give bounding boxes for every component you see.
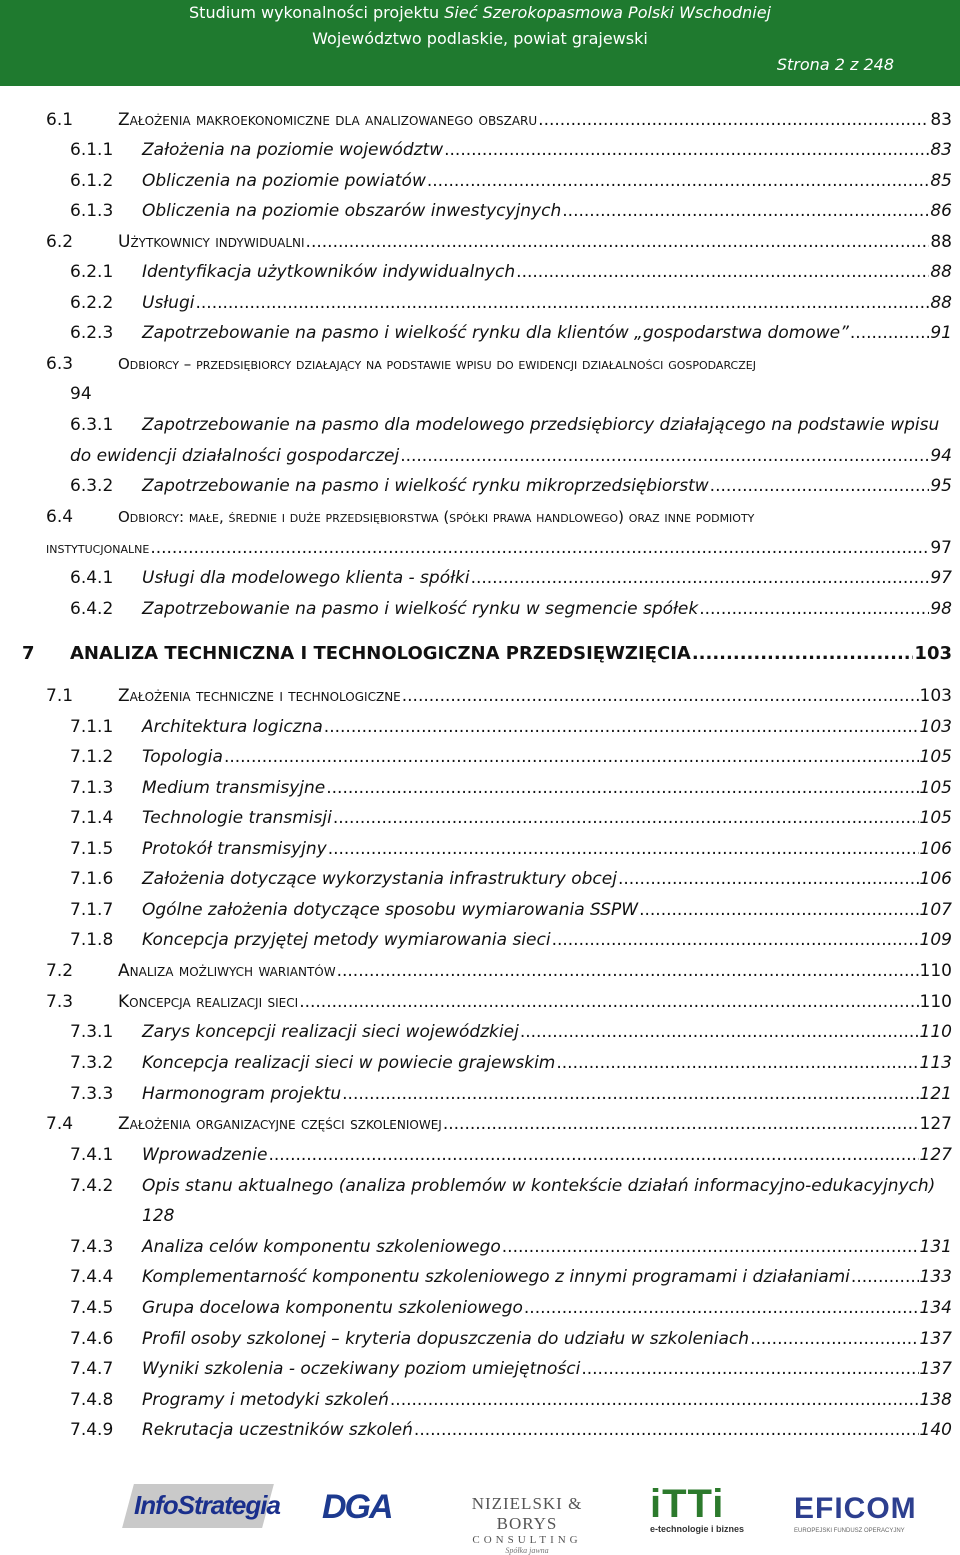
toc-entry-page: 131 (919, 1237, 952, 1257)
toc-entry-title-line1: Zapotrzebowanie na pasmo dla modelowego przedsiębiorcy działającego na podstawie wpisu (142, 415, 940, 435)
toc-entry-number: 7.1.7 (70, 900, 114, 920)
toc-entry-number: 6.1.3 (70, 201, 114, 221)
toc-leader-dots (224, 747, 919, 767)
toc-entry-number: 7.3.3 (70, 1084, 114, 1104)
toc-leader-dots (556, 1053, 918, 1073)
toc-entry-page: 106 (919, 839, 952, 859)
dga-logo (322, 1488, 400, 1532)
toc-entry-number: 7.1.4 (70, 808, 114, 828)
toc-entry-title: Obliczenia na poziomie powiatów (142, 171, 426, 191)
toc-entry-title: Medium transmisyjne (142, 778, 326, 798)
toc-leader-dots (699, 599, 929, 619)
toc-entry-page: 113 (919, 1053, 952, 1073)
toc-leader-dots (520, 1022, 919, 1042)
toc-entry-page: 140 (919, 1420, 952, 1440)
toc-entry-page: 127 (919, 1114, 952, 1134)
toc-entry-title: Analiza celów komponentu szkoleniowego (142, 1237, 501, 1257)
toc-leader-dots (414, 1420, 919, 1440)
toc-entry-title: Opis stanu aktualnego (analiza problemów w kontekście działań informacyjno-edukacyjnych) (142, 1176, 936, 1196)
toc-entry-page: 95 (930, 476, 952, 496)
toc-entry-number: 7 (22, 643, 35, 664)
toc-chapter-entry[interactable] (22, 643, 952, 664)
toc-leader-dots (552, 930, 919, 950)
toc-entry-number: 6.2 (46, 232, 74, 252)
toc-leader-dots (444, 140, 929, 160)
toc-entry-page: 137 (919, 1329, 952, 1349)
toc-entry-number: 7.4.9 (70, 1420, 114, 1440)
toc-entry-title: Architektura logiczna (142, 717, 323, 737)
toc-entry[interactable] (46, 507, 952, 527)
toc-entry-page: 110 (919, 961, 952, 981)
toc-leader-dots (400, 446, 929, 466)
infostrategia-logo-text: InfoStrategia (134, 1490, 280, 1520)
toc-entry-title: Zapotrzebowanie na pasmo i wielkość rynku w segmencie spółek (142, 599, 699, 619)
toc-entry-title: Grupa docelowa komponentu szkoleniowego (142, 1298, 523, 1318)
toc-entry-title: Obliczenia na poziomie obszarów inwestycyjnych (142, 201, 562, 221)
toc-entry-page: 97 (930, 568, 952, 588)
toc-entry-title: Koncepcja realizacji sieci (118, 992, 299, 1012)
toc-entry[interactable] (70, 415, 952, 435)
toc-entry-page: 83 (930, 110, 952, 130)
header-region: Województwo podlaskie, powiat grajewski (312, 29, 648, 48)
toc-entry-number: 7.1.1 (70, 717, 114, 737)
toc-entry-number: 7.1 (46, 686, 74, 706)
toc-leader-dots (581, 1359, 918, 1379)
toc-entry-page: 83 (930, 140, 952, 160)
toc-entry-number: 6.1 (46, 110, 74, 130)
toc-entry[interactable] (70, 900, 952, 920)
toc-entry[interactable] (70, 171, 952, 191)
toc-entry-page: 109 (919, 930, 952, 950)
toc-entry-number: 7.4.1 (70, 1145, 114, 1165)
dga-logo-text: DGA (322, 1488, 392, 1526)
toc-entry[interactable] (70, 747, 952, 767)
toc-entry[interactable] (70, 201, 952, 221)
toc-leader-dots (324, 717, 919, 737)
toc-entry[interactable] (70, 293, 952, 313)
header-title-project: Sieć Szerokopasmowa Polski Wschodniej (444, 3, 771, 22)
toc-entry[interactable] (70, 778, 952, 798)
toc-entry[interactable] (46, 1114, 952, 1134)
toc-entry[interactable] (70, 476, 952, 496)
toc-entry-title: Koncepcja przyjętej metody wymiarowania sieci (142, 930, 551, 950)
toc-entry-number: 7.1.8 (70, 930, 114, 950)
toc-leader-dots (390, 1390, 919, 1410)
toc-entry-title: Wyniki szkolenia - oczekiwany poziom umiejętności (142, 1359, 581, 1379)
toc-entry-number: 7.4 (46, 1114, 74, 1134)
toc-entry-title: do ewidencji działalności gospodarczej (70, 446, 400, 466)
eficom-logo (794, 1492, 924, 1544)
toc-entry-number: 6.4.2 (70, 599, 114, 619)
toc-entry-page: 127 (919, 1145, 952, 1165)
toc-entry-number: 7.3.1 (70, 1022, 114, 1042)
toc-entry-number: 6.3.1 (70, 415, 114, 435)
toc-entry-page: 94 (70, 384, 92, 404)
toc-entry-title: Odbiorcy – przedsiębiorcy działający na podstawie wpisu do ewidencji działalności gospodarczej (118, 355, 756, 373)
toc-entry-number: 6.3 (46, 354, 74, 374)
toc-entry-page: 105 (919, 778, 952, 798)
toc-entry[interactable] (46, 992, 952, 1012)
nizielski-borys-logo (452, 1494, 602, 1555)
toc-entry-number: 7.3.2 (70, 1053, 114, 1073)
toc-entry-number: 7.1.2 (70, 747, 114, 767)
toc-entry-number: 7.3 (46, 992, 74, 1012)
toc-leader-dots (710, 476, 930, 496)
toc-entry-number: 7.4.4 (70, 1267, 114, 1287)
toc-entry[interactable] (70, 1390, 952, 1410)
toc-leader-dots (692, 643, 914, 664)
toc-leader-dots (342, 1084, 918, 1104)
toc-entry-title: Komplementarność komponentu szkoleniowego z innymi programami i działaniami (142, 1267, 850, 1287)
toc-entry-title: Założenia techniczne i technologiczne (118, 686, 401, 706)
toc-entry[interactable] (70, 1145, 952, 1165)
page-header (0, 0, 960, 86)
toc-leader-dots (443, 1114, 919, 1134)
toc-entry[interactable] (70, 869, 952, 889)
toc-leader-dots (524, 1298, 919, 1318)
toc-leader-dots (268, 1145, 918, 1165)
toc-entry-page: 134 (919, 1298, 952, 1318)
toc-leader-dots (299, 992, 918, 1012)
toc-entry-page: 106 (919, 869, 952, 889)
toc-entry[interactable] (46, 686, 952, 706)
toc-leader-dots (538, 110, 929, 130)
itti-logo (650, 1484, 766, 1546)
toc-entry-number: 7.1.6 (70, 869, 114, 889)
toc-leader-dots (306, 232, 930, 252)
toc-entry-page: 138 (919, 1390, 952, 1410)
toc-entry-title: Ogólne założenia dotyczące sposobu wymiarowania SSPW (142, 900, 639, 920)
toc-entry-number: 7.4.6 (70, 1329, 114, 1349)
toc-leader-dots (502, 1237, 919, 1257)
nizielski-logo-name: NIZIELSKI & BORYS (471, 1494, 583, 1533)
toc-entry[interactable] (46, 961, 952, 981)
toc-entry-number: 6.1.2 (70, 171, 114, 191)
toc-entry-page: 105 (919, 808, 952, 828)
toc-leader-dots (402, 686, 919, 706)
toc-entry[interactable] (46, 110, 952, 130)
toc-leader-dots (562, 201, 929, 221)
toc-entry[interactable] (70, 1022, 952, 1042)
toc-entry-page: 137 (919, 1359, 952, 1379)
toc-entry-title: Topologia (142, 747, 223, 767)
toc-entry-title: Zapotrzebowanie na pasmo i wielkość rynku mikroprzedsiębiorstw (142, 476, 709, 496)
toc-entry-number: 6.4.1 (70, 568, 114, 588)
toc-entry-title: Założenia makroekonomiczne dla analizowanego obszaru (118, 110, 538, 130)
toc-entry-number: 7.1.5 (70, 839, 114, 859)
toc-entry-page: 88 (930, 293, 952, 313)
toc-entry-continuation[interactable] (70, 446, 952, 466)
partner-logos-footer (0, 1462, 960, 1554)
toc-entry-page: 128 (142, 1206, 175, 1226)
toc-entry-page: 88 (930, 232, 952, 252)
toc-entry-page: 121 (919, 1084, 952, 1104)
toc-entry-page: 105 (919, 747, 952, 767)
toc-entry-title: Zapotrzebowanie na pasmo i wielkość rynku dla klientów „gospodarstwa domowe” (142, 323, 849, 343)
toc-entry-title: Założenia organizacyjne części szkoleniowej (118, 1114, 442, 1134)
toc-entry-title: instytucjonalne (46, 539, 150, 557)
toc-leader-dots (337, 961, 919, 981)
toc-entry-number: 7.1.3 (70, 778, 114, 798)
toc-entry[interactable] (70, 262, 952, 282)
toc-entry-title: Usługi (142, 293, 195, 313)
toc-entry-title: Zarys koncepcji realizacji sieci wojewódzkiej (142, 1022, 519, 1042)
toc-entry-page: 133 (919, 1267, 952, 1287)
toc-entry-page: 103 (919, 686, 952, 706)
toc-leader-dots (195, 293, 929, 313)
toc-entry[interactable] (70, 568, 952, 588)
toc-entry[interactable] (46, 232, 952, 252)
toc-entry-page: 85 (930, 171, 952, 191)
nizielski-logo-consulting: CONSULTING (472, 1534, 582, 1546)
toc-entry[interactable] (70, 717, 952, 737)
toc-entry-page: 86 (930, 201, 952, 221)
toc-entry-page: 103 (914, 643, 952, 664)
toc-entry-page: 94 (930, 446, 952, 466)
toc-entry-number: 7.4.5 (70, 1298, 114, 1318)
toc-entry-number: 6.1.1 (70, 140, 114, 160)
toc-entry-number: 6.3.2 (70, 476, 114, 496)
toc-entry-title: Protokół transmisyjny (142, 839, 327, 859)
toc-entry[interactable] (70, 1359, 952, 1379)
toc-entry-page: 103 (919, 717, 952, 737)
toc-entry[interactable] (70, 930, 952, 950)
toc-entry[interactable] (70, 140, 952, 160)
toc-entry-title-line1: Odbiorcy: małe, średnie i duże przedsiębiorstwa (spółki prawa handlowego) oraz inne podmioty (118, 508, 755, 526)
toc-entry-page: 97 (930, 538, 952, 558)
toc-entry[interactable] (70, 1298, 952, 1318)
toc-entry[interactable] (70, 1053, 952, 1073)
toc-leader-dots (150, 538, 929, 558)
toc-entry-title: Analiza możliwych wariantów (118, 961, 336, 981)
toc-leader-dots (851, 1267, 919, 1287)
toc-entry-number: 6.2.3 (70, 323, 114, 343)
toc-entry-title: Programy i metodyki szkoleń (142, 1390, 389, 1410)
toc-entry[interactable] (70, 1237, 952, 1257)
nizielski-logo-company-type: Spółka jawna (505, 1546, 549, 1555)
toc-leader-dots (328, 839, 919, 859)
toc-leader-dots (471, 568, 930, 588)
toc-entry-title: Założenia na poziomie województw (142, 140, 444, 160)
toc-entry-title: Technologie transmisji (142, 808, 332, 828)
toc-leader-dots (750, 1329, 918, 1349)
toc-entry[interactable] (70, 1267, 952, 1287)
infostrategia-logo (128, 1484, 280, 1540)
toc-entry-title: Rekrutacja uczestników szkoleń (142, 1420, 413, 1440)
header-title-prefix: Studium wykonalności projektu (189, 3, 445, 22)
toc-entry[interactable] (70, 1176, 952, 1196)
itti-logo-text: iTTi (650, 1482, 725, 1526)
toc-entry-title: Usługi dla modelowego klienta - spółki (142, 568, 470, 588)
toc-entry[interactable] (70, 839, 952, 859)
toc-entry-title: Identyfikacja użytkowników indywidualnych (142, 262, 516, 282)
toc-entry-number: 7.4.7 (70, 1359, 114, 1379)
toc-entry[interactable] (70, 1420, 952, 1440)
itti-logo-tagline: e-technologie i biznes (650, 1524, 745, 1534)
toc-entry[interactable] (46, 354, 952, 374)
toc-entry-number: 7.4.8 (70, 1390, 114, 1410)
toc-entry[interactable] (70, 808, 952, 828)
toc-leader-dots (427, 171, 930, 191)
toc-leader-dots (618, 869, 919, 889)
toc-entry-number: 7.4.3 (70, 1237, 114, 1257)
toc-entry-page: 110 (919, 1022, 952, 1042)
toc-entry[interactable] (70, 1084, 952, 1104)
toc-entry-title: Użytkownicy indywidualni (118, 232, 305, 252)
toc-entry-page: 88 (930, 262, 952, 282)
toc-entry[interactable] (70, 599, 952, 619)
toc-leader-dots (639, 900, 918, 920)
toc-entry-page: 107 (919, 900, 952, 920)
eficom-logo-text: EFICOM (794, 1492, 917, 1525)
toc-entry-title: Harmonogram projektu (142, 1084, 342, 1104)
toc-entry-page: 98 (930, 599, 952, 619)
toc-entry-number: 6.4 (46, 507, 74, 527)
toc-entry-title: Założenia dotyczące wykorzystania infrastruktury obcej (142, 869, 617, 889)
toc-entry-title: Wprowadzenie (142, 1145, 268, 1165)
toc-entry-title: Profil osoby szkolonej – kryteria dopuszczenia do udziału w szkoleniach (142, 1329, 750, 1349)
toc-entry[interactable] (70, 1329, 952, 1349)
header-page-number: Strona 2 z 248 (776, 55, 894, 74)
toc-leader-dots (850, 323, 929, 343)
toc-leader-dots (326, 778, 918, 798)
toc-leader-dots (516, 262, 929, 282)
toc-entry-page: 91 (930, 323, 952, 343)
toc-entry-title: ANALIZA TECHNICZNA I TECHNOLOGICZNA PRZEDSIĘWZIĘCIA (70, 643, 691, 664)
toc-entry-title: Koncepcja realizacji sieci w powiecie grajewskim (142, 1053, 556, 1073)
toc-leader-dots (333, 808, 919, 828)
toc-entry-page: 110 (919, 992, 952, 1012)
eficom-logo-tagline: EUROPEJSKI FUNDUSZ OPERACYJNY (794, 1528, 905, 1534)
toc-entry-number: 7.4.2 (70, 1176, 114, 1196)
toc-entry-continuation[interactable] (46, 538, 952, 558)
toc-entry-number: 7.2 (46, 961, 74, 981)
toc-entry-number: 6.2.2 (70, 293, 114, 313)
header-study-title (0, 3, 960, 22)
toc-entry-number: 6.2.1 (70, 262, 114, 282)
toc-entry[interactable] (70, 323, 952, 343)
